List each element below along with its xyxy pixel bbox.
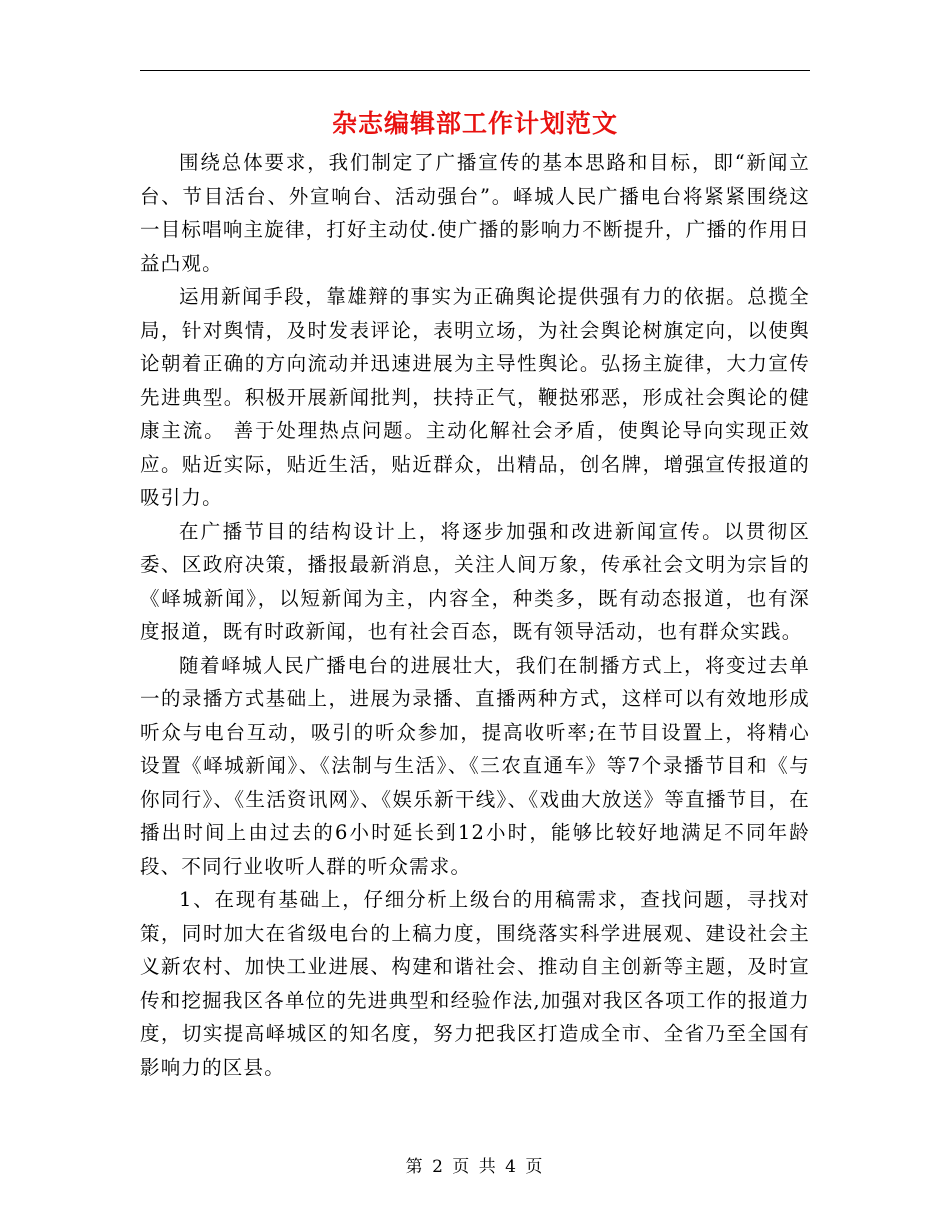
page-footer: 第 2 页 共 4 页 [405, 1157, 545, 1177]
document-title: 杂志编辑部工作计划范文 [331, 109, 618, 138]
paragraph-2: 运用新闻手段，靠雄辩的事实为正确舆论提供强有力的依据。总揽全局，针对舆情，及时发表评论，表明立场，为社会舆论树旗定向，以使舆论朝着正确的方向流动并迅速进展为主导性舆论。弘扬主旋律，大力宣传先进典型。积极开展新闻批判，扶持正气，鞭挞邪恶，形成社会舆论的健康主流。 善于处理热点问题。主动化解社会矛盾，使舆论导向实现正效应。贴近实际，贴近生活，贴近群众，出精品，创名牌，增强宣传报道的吸引力。 [140, 285, 810, 509]
paragraph-1: 围绕总体要求，我们制定了广播宣传的基本思路和目标，即“新闻立台、节目活台、外宣响台、活动强台”。峄城人民广播电台将紧紧围绕这一目标唱响主旋律，打好主动仗.使广播的影响力不断提升，广播的作用日益凸观。 [140, 151, 810, 275]
document-body [140, 146, 810, 1084]
header-rule [140, 70, 810, 71]
paragraph-5: 1、在现有基础上，仔细分析上级台的用稿需求，查找问题，寻找对策，同时加大在省级电台的上稿力度，围绕落实科学进展观、建设社会主义新农村、加快工业进展、构建和谐社会、推动自主创新等主题，及时宣传和挖掘我区各单位的先进典型和经验作法,加强对我区各项工作的报道力度，切实提高峄城区的知名度，努力把我区打造成全市、全省乃至全国有影响力的区县。 [140, 888, 810, 1079]
paragraph-4: 随着峄城人民广播电台的进展壮大，我们在制播方式上，将变过去单一的录播方式基础上，进展为录播、直播两种方式，这样可以有效地形成听众与电台互动，吸引的听众参加，提高收听率;在节目设置上，将精心设置《峄城新闻》、《法制与生活》、《三农直通车》等7个录播节目和《与你同行》、《生活资讯网》、《娱乐新干线》、《戏曲大放送》等直播节目，在播出时间上由过去的6小时延长到12小时，能够比较好地满足不同年龄段、不同行业收听人群的听众需求。 [140, 653, 810, 878]
paragraph-3: 在广播节目的结构设计上，将逐步加强和改进新闻宣传。以贯彻区委、区政府决策，播报最新消息，关注人间万象，传承社会文明为宗旨的《峄城新闻》，以短新闻为主，内容全，种类多，既有动态报道，也有深度报道，既有时政新闻，也有社会百态，既有领导活动，也有群众实践。 [140, 519, 810, 643]
